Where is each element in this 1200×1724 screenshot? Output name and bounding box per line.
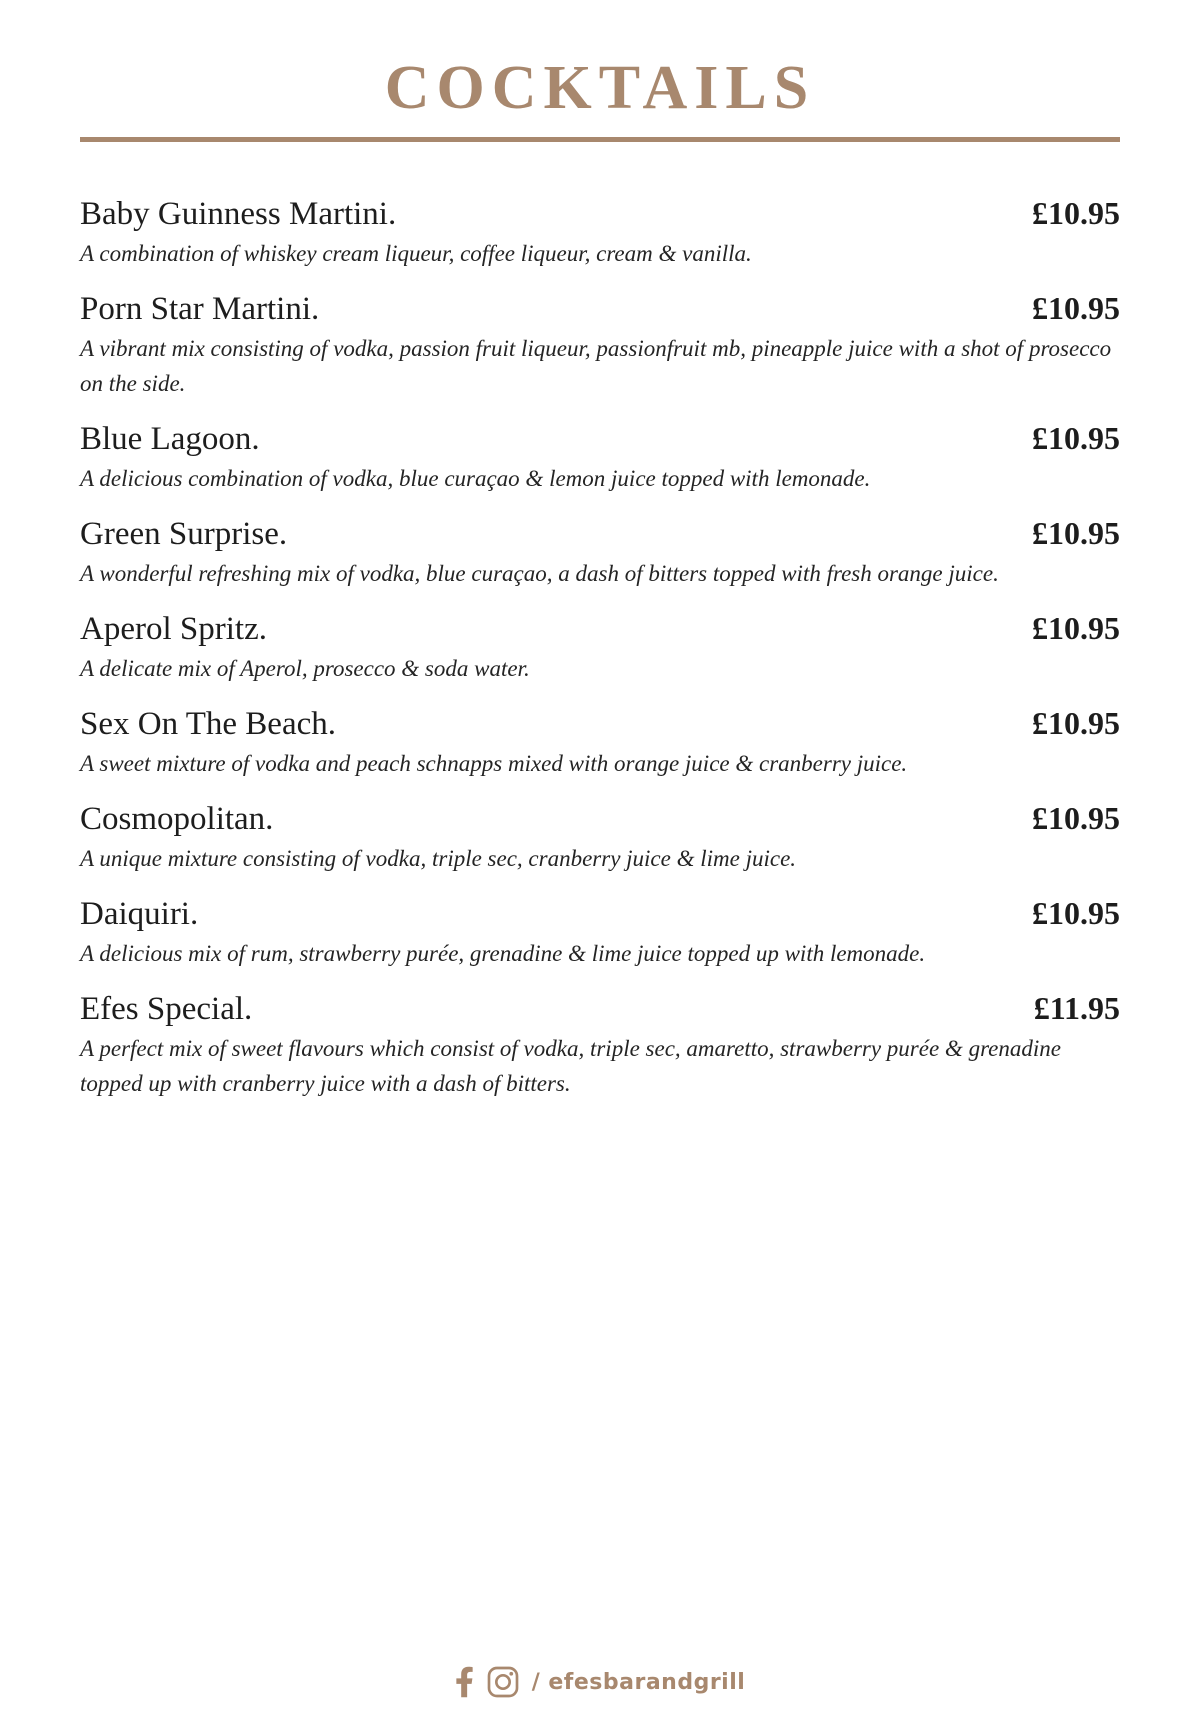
menu-item bbox=[80, 514, 1120, 591]
item-description: A combination of whiskey cream liqueur, coffee liqueur, cream & vanilla. bbox=[80, 241, 752, 267]
item-price: £10.95 bbox=[1032, 290, 1120, 327]
item-name: Daiquiri. bbox=[80, 896, 199, 933]
facebook-icon bbox=[455, 1666, 474, 1698]
item-description: A unique mixture consisting of vodka, triple sec, cranberry juice & lime juice. bbox=[80, 846, 797, 872]
menu-item bbox=[80, 799, 1120, 876]
item-price: £11.95 bbox=[1033, 990, 1120, 1027]
menu-item bbox=[80, 194, 1120, 271]
menu-item bbox=[80, 704, 1120, 781]
item-description: A delicious combination of vodka, blue curaçao & lemon juice topped with lemonade. bbox=[80, 466, 871, 492]
item-name: Baby Guinness Martini. bbox=[80, 196, 397, 233]
menu-item-head bbox=[80, 419, 1120, 458]
menu-item-head bbox=[80, 704, 1120, 743]
item-name: Porn Star Martini. bbox=[80, 291, 320, 328]
item-price: £10.95 bbox=[1032, 705, 1120, 742]
footer-social-bar bbox=[0, 1666, 1200, 1698]
item-name: Green Surprise. bbox=[80, 516, 288, 553]
item-name: Blue Lagoon. bbox=[80, 421, 260, 458]
item-price: £10.95 bbox=[1032, 515, 1120, 552]
menu-item bbox=[80, 609, 1120, 686]
menu-item-head bbox=[80, 609, 1120, 648]
item-name: Efes Special. bbox=[80, 991, 253, 1028]
item-description: A delicate mix of Aperol, prosecco & soda water. bbox=[80, 656, 530, 682]
menu-item bbox=[80, 894, 1120, 971]
menu-item-head bbox=[80, 894, 1120, 933]
item-price: £10.95 bbox=[1032, 895, 1120, 932]
menu-item-head bbox=[80, 799, 1120, 838]
instagram-icon bbox=[487, 1666, 519, 1698]
menu-list bbox=[80, 194, 1120, 1101]
item-name: Aperol Spritz. bbox=[80, 611, 267, 648]
menu-item-head bbox=[80, 194, 1120, 233]
item-name: Sex On The Beach. bbox=[80, 706, 336, 743]
item-price: £10.95 bbox=[1032, 195, 1120, 232]
item-price: £10.95 bbox=[1032, 420, 1120, 457]
menu-item-head bbox=[80, 989, 1120, 1028]
menu-item bbox=[80, 289, 1120, 401]
item-description: A wonderful refreshing mix of vodka, blue curaçao, a dash of bitters topped with fresh orange juice. bbox=[80, 561, 999, 587]
item-description: A perfect mix of sweet flavours which consist of vodka, triple sec, amaretto, strawberry purée & grenadine topped up with cranberry juice with a dash of bitters. bbox=[80, 1036, 1061, 1097]
item-description: A sweet mixture of vodka and peach schnapps mixed with orange juice & cranberry juice. bbox=[80, 751, 908, 777]
title-divider bbox=[80, 137, 1120, 142]
item-description: A delicious mix of rum, strawberry purée, grenadine & lime juice topped up with lemonade. bbox=[80, 941, 926, 967]
item-price: £10.95 bbox=[1032, 610, 1120, 647]
menu-item-head bbox=[80, 514, 1120, 553]
item-name: Cosmopolitan. bbox=[80, 801, 274, 838]
page-title: COCKTAILS bbox=[384, 54, 816, 122]
menu-item-head bbox=[80, 289, 1120, 328]
menu-item bbox=[80, 419, 1120, 496]
item-price: £10.95 bbox=[1032, 800, 1120, 837]
social-handle: / efesbarandgrill bbox=[531, 1669, 746, 1695]
item-description: A vibrant mix consisting of vodka, passion fruit liqueur, passionfruit mb, pineapple juice with a shot of prosecco on the side. bbox=[80, 336, 1112, 397]
menu-item bbox=[80, 989, 1120, 1101]
